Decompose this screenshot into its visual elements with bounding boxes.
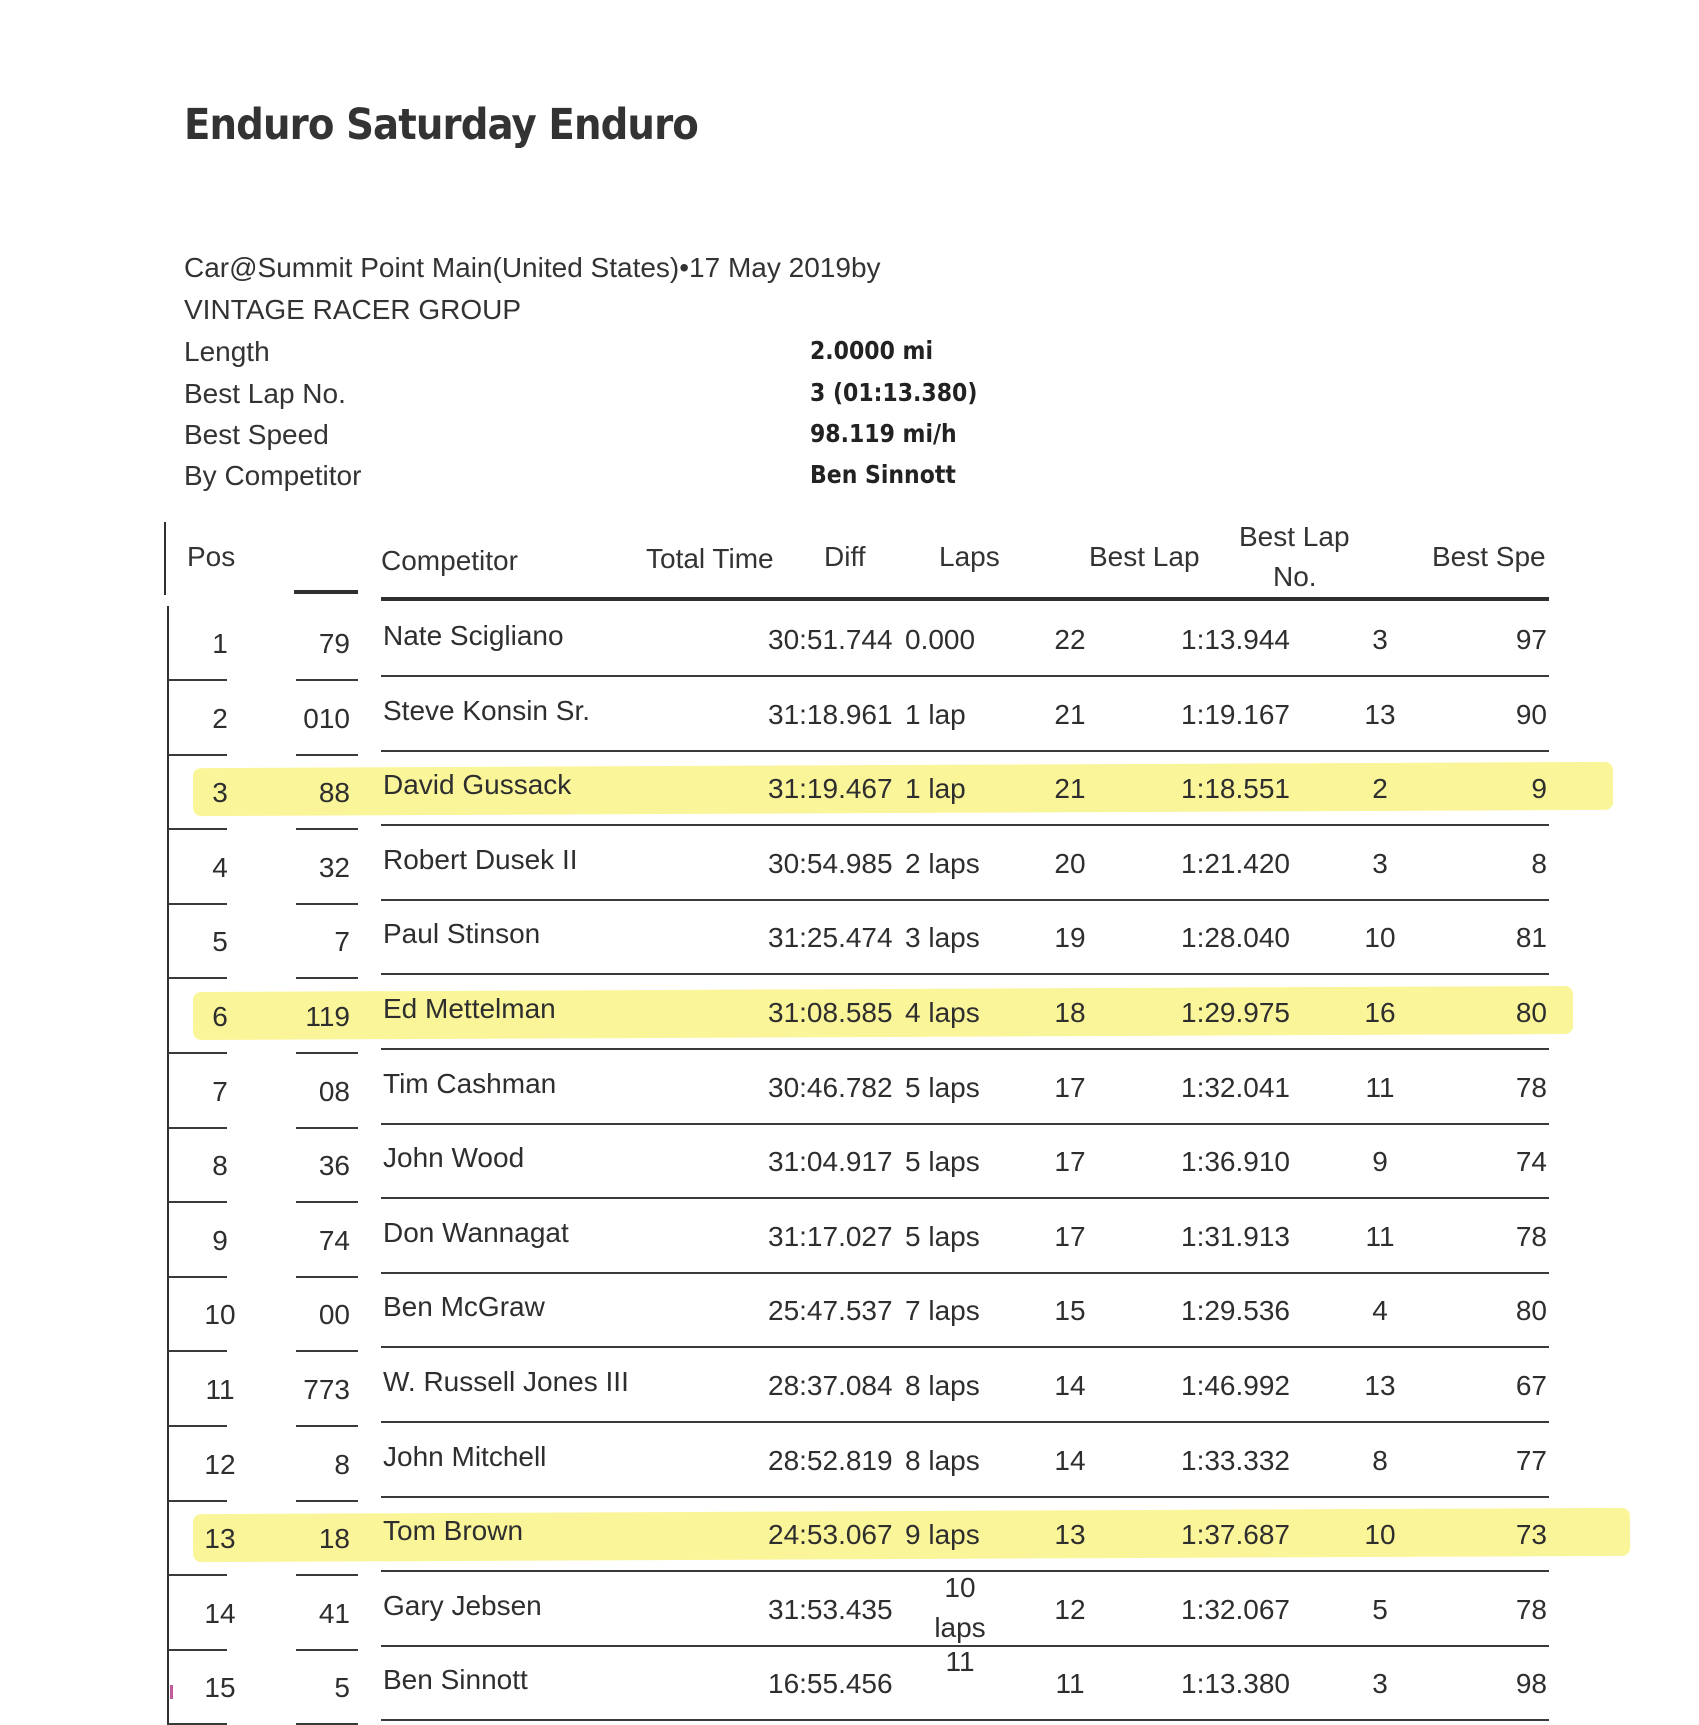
best-speed-cell: 74 (1515, 1146, 1547, 1177)
table-row (0, 1054, 1699, 1129)
table-row (0, 606, 1699, 681)
table-row (0, 979, 1699, 1054)
diff-cell: 5 laps (905, 1221, 980, 1252)
position-cell: 7 (212, 1076, 228, 1107)
diff-cell-top: 10 (944, 1572, 976, 1603)
total-time-cell: 30:54.985 (768, 848, 893, 879)
row-left-border (167, 979, 169, 1054)
total-time-cell: 28:52.819 (768, 1445, 893, 1476)
info-competitor-value: Ben Sinnott (810, 460, 956, 489)
best-lap-no-cell: 16 (1364, 997, 1396, 1028)
laps-cell: 17 (1054, 1146, 1086, 1177)
total-time-cell: 25:47.537 (768, 1295, 893, 1326)
best-lap-cell: 1:21.420 (1181, 848, 1290, 879)
table-row (0, 1427, 1699, 1502)
diff-cell: 8 laps (905, 1445, 980, 1476)
competitor-cell: Steve Konsin Sr. (383, 695, 591, 726)
position-cell: 13 (204, 1523, 236, 1554)
row-separator (381, 1346, 1549, 1348)
position-cell: 1 (212, 628, 228, 659)
diff-cell: 1 lap (905, 773, 966, 804)
competitor-cell: Nate Scigliano (383, 620, 564, 651)
row-separator (381, 824, 1549, 826)
table-row (0, 1572, 1699, 1651)
table-row (0, 1128, 1699, 1203)
page-title: Enduro Saturday Enduro (184, 100, 698, 150)
best-lap-no-cell: 13 (1364, 1370, 1396, 1401)
header-pos: Pos (187, 541, 236, 572)
info-best-lap-label: Best Lap No. (184, 378, 346, 409)
laps-cell: 20 (1054, 848, 1086, 879)
diff-cell-bottom: laps (934, 1612, 986, 1643)
row-left-border (167, 1277, 169, 1352)
best-lap-no-cell: 3 (1372, 624, 1388, 655)
competitor-cell: Ben Sinnott (383, 1664, 528, 1695)
best-lap-no-cell: 3 (1372, 1668, 1388, 1699)
best-lap-cell: 1:29.536 (1181, 1295, 1290, 1326)
diff-cell-top: 11 (945, 1646, 975, 1677)
position-cell: 3 (212, 777, 228, 808)
header-left-border (164, 522, 166, 595)
best-lap-cell: 1:32.041 (1181, 1072, 1290, 1103)
total-time-cell: 30:51.744 (768, 624, 893, 655)
table-row (0, 1501, 1699, 1576)
car-number-cell: 79 (318, 628, 350, 659)
total-time-cell: 31:04.917 (768, 1146, 893, 1177)
row-left-border (167, 830, 169, 905)
laps-cell: 12 (1054, 1594, 1086, 1625)
car-number-cell: 7 (334, 926, 350, 957)
total-time-cell: 31:53.435 (768, 1594, 893, 1625)
row-separator (381, 1048, 1549, 1050)
row-left-border (167, 904, 169, 979)
position-cell: 15 (204, 1672, 236, 1703)
laps-cell: 15 (1054, 1295, 1086, 1326)
position-cell: 8 (212, 1150, 228, 1181)
best-lap-no-cell: 10 (1364, 1519, 1396, 1550)
row-left-border (167, 1501, 169, 1576)
row-left-border (167, 1352, 169, 1427)
total-time-cell: 31:17.027 (768, 1221, 893, 1252)
competitor-cell: Robert Dusek II (383, 844, 578, 875)
best-lap-cell: 1:31.913 (1181, 1221, 1290, 1252)
best-speed-cell: 90 (1515, 699, 1547, 730)
row-left-border (167, 755, 169, 830)
best-speed-cell: 98 (1515, 1668, 1547, 1699)
table-row (0, 1203, 1699, 1278)
header-competitor: Competitor (381, 545, 518, 576)
row-separator (381, 750, 1549, 752)
table-row (0, 1646, 1699, 1725)
competitor-cell: Tom Brown (383, 1515, 524, 1546)
row-left-border (167, 606, 169, 681)
info-length-value: 2.0000 mi (810, 336, 934, 365)
row-left-border (167, 1054, 169, 1129)
row-separator (381, 1719, 1549, 1721)
total-time-cell: 31:08.585 (768, 997, 893, 1028)
table-row (0, 1277, 1699, 1352)
diff-cell: 8 laps (905, 1370, 980, 1401)
total-time-cell: 28:37.084 (768, 1370, 893, 1401)
best-lap-cell: 1:28.040 (1181, 922, 1290, 953)
best-speed-cell: 78 (1515, 1594, 1547, 1625)
row-separator (381, 675, 1549, 677)
total-time-cell: 24:53.067 (768, 1519, 893, 1550)
car-number-cell: 5 (334, 1672, 350, 1703)
position-cell: 11 (205, 1374, 235, 1405)
table-row (0, 830, 1699, 905)
table-row (0, 904, 1699, 979)
competitor-cell: Paul Stinson (383, 918, 541, 949)
competitor-cell: Gary Jebsen (383, 1590, 542, 1621)
laps-cell: 21 (1054, 773, 1086, 804)
info-competitor-label: By Competitor (184, 460, 362, 491)
row-separator (381, 1123, 1549, 1125)
position-cell: 10 (204, 1299, 236, 1330)
best-lap-no-cell: 10 (1364, 922, 1396, 953)
best-speed-cell: 97 (1515, 624, 1547, 655)
row-separator (381, 1197, 1549, 1199)
table-row (0, 681, 1699, 756)
row-left-border (167, 1427, 169, 1502)
best-speed-cell: 9 (1531, 773, 1547, 804)
best-speed-cell: 73 (1515, 1519, 1547, 1550)
info-best-speed-label: Best Speed (184, 419, 329, 450)
competitor-cell: Don Wannagat (383, 1217, 569, 1248)
header-rule (381, 597, 1549, 601)
row-left-border (167, 1128, 169, 1203)
best-lap-cell: 1:29.975 (1181, 997, 1290, 1028)
diff-cell: 2 laps (905, 848, 980, 879)
position-cell: 5 (212, 926, 228, 957)
header-laps: Laps (939, 541, 1000, 572)
best-lap-cell: 1:46.992 (1181, 1370, 1290, 1401)
header-diff: Diff (824, 541, 866, 572)
info-length-label: Length (184, 336, 270, 367)
total-time-cell: 31:19.467 (768, 773, 893, 804)
diff-cell: 0.000 (905, 624, 976, 655)
best-lap-cell: 1:13.380 (1181, 1668, 1290, 1699)
diff-cell: 1 lap (905, 699, 966, 730)
diff-cell: 5 laps (905, 1146, 980, 1177)
laps-cell: 17 (1054, 1072, 1086, 1103)
row-separator (381, 973, 1549, 975)
header-best-lap: Best Lap (1089, 541, 1200, 572)
header-best-lap-no-1: Best Lap (1239, 521, 1350, 552)
organizer-line: VINTAGE RACER GROUP (184, 294, 522, 325)
total-time-cell: 31:18.961 (768, 699, 893, 730)
best-speed-cell: 78 (1515, 1072, 1547, 1103)
best-speed-cell: 78 (1515, 1221, 1547, 1252)
position-cell: 12 (204, 1449, 236, 1480)
info-best-lap-value: 3 (01:13.380) (810, 378, 978, 407)
car-number-cell: 773 (303, 1374, 350, 1405)
table-row (0, 1352, 1699, 1427)
best-lap-no-cell: 2 (1372, 773, 1388, 804)
row-left-border (167, 1576, 169, 1651)
position-cell: 9 (212, 1225, 228, 1256)
total-time-cell: 16:55.456 (768, 1668, 893, 1699)
best-lap-cell: 1:13.944 (1181, 624, 1290, 655)
best-speed-cell: 67 (1515, 1370, 1547, 1401)
best-speed-cell: 8 (1531, 848, 1547, 879)
row-separator (381, 1272, 1549, 1274)
diff-cell: 4 laps (905, 997, 980, 1028)
competitor-cell: Tim Cashman (383, 1068, 557, 1099)
best-lap-no-cell: 11 (1365, 1072, 1395, 1103)
event-line: Car@Summit Point Main(United States)•17 May 2019by (184, 252, 881, 283)
laps-cell: 21 (1054, 699, 1086, 730)
total-time-cell: 30:46.782 (768, 1072, 893, 1103)
competitor-cell: Ben McGraw (383, 1291, 545, 1322)
laps-cell: 19 (1054, 922, 1086, 953)
laps-cell: 17 (1054, 1221, 1086, 1252)
best-lap-no-cell: 11 (1365, 1221, 1395, 1252)
competitor-cell: W. Russell Jones III (383, 1366, 629, 1397)
total-time-cell: 31:25.474 (768, 922, 893, 953)
best-lap-cell: 1:18.551 (1181, 773, 1290, 804)
car-number-cell: 8 (334, 1449, 350, 1480)
best-lap-cell: 1:33.332 (1181, 1445, 1290, 1476)
position-cell: 14 (204, 1598, 236, 1629)
info-best-speed-value: 98.119 mi/h (810, 419, 957, 448)
row-left-border (167, 1203, 169, 1278)
row-separator (381, 899, 1549, 901)
row-left-border (167, 1650, 169, 1725)
best-lap-cell: 1:36.910 (1181, 1146, 1290, 1177)
best-lap-no-cell: 9 (1372, 1146, 1388, 1177)
row-separator (381, 1421, 1549, 1423)
best-lap-cell: 1:19.167 (1181, 699, 1290, 730)
diff-cell: 5 laps (905, 1072, 980, 1103)
table-row (0, 755, 1699, 830)
competitor-cell: John Wood (383, 1142, 525, 1173)
competitor-cell: Ed Mettelman (383, 993, 556, 1024)
margin-mark (170, 1685, 173, 1699)
header-total-time: Total Time (646, 543, 774, 574)
best-speed-cell: 81 (1515, 922, 1547, 953)
laps-cell: 14 (1054, 1445, 1086, 1476)
header-number-rule (294, 590, 358, 594)
header-best-lap-no-2: No. (1273, 561, 1317, 592)
car-number-cell: 18 (318, 1523, 350, 1554)
best-lap-no-cell: 8 (1372, 1445, 1388, 1476)
car-number-cell: 74 (318, 1225, 350, 1256)
best-speed-cell: 80 (1515, 997, 1547, 1028)
car-number-cell: 32 (318, 852, 350, 883)
laps-cell: 11 (1055, 1668, 1085, 1699)
car-number-cell: 119 (305, 1001, 350, 1032)
car-number-cell: 36 (318, 1150, 350, 1181)
position-cell: 4 (212, 852, 228, 883)
car-number-cell: 00 (318, 1299, 350, 1330)
position-cell: 6 (212, 1001, 228, 1032)
best-lap-no-cell: 5 (1372, 1594, 1388, 1625)
laps-cell: 13 (1054, 1519, 1086, 1550)
row-separator (381, 1496, 1549, 1498)
best-speed-cell: 80 (1515, 1295, 1547, 1326)
car-number-cell: 010 (303, 703, 350, 734)
position-cell: 2 (212, 703, 228, 734)
laps-cell: 14 (1054, 1370, 1086, 1401)
best-lap-no-cell: 3 (1372, 848, 1388, 879)
laps-cell: 22 (1054, 624, 1086, 655)
best-lap-no-cell: 4 (1372, 1295, 1388, 1326)
best-lap-no-cell: 13 (1364, 699, 1396, 730)
competitor-cell: David Gussack (383, 769, 572, 800)
diff-cell: 9 laps (905, 1519, 980, 1550)
best-lap-cell: 1:37.687 (1181, 1519, 1290, 1550)
row-left-border (167, 681, 169, 756)
best-lap-cell: 1:32.067 (1181, 1594, 1290, 1625)
laps-cell: 18 (1054, 997, 1086, 1028)
diff-cell: 3 laps (905, 922, 980, 953)
car-number-cell: 41 (318, 1598, 350, 1629)
header-best-speed: Best Spe (1432, 541, 1546, 572)
best-speed-cell: 77 (1515, 1445, 1547, 1476)
diff-cell: 7 laps (905, 1295, 980, 1326)
car-number-cell: 08 (318, 1076, 350, 1107)
car-number-cell: 88 (318, 777, 350, 808)
competitor-cell: John Mitchell (383, 1441, 547, 1472)
